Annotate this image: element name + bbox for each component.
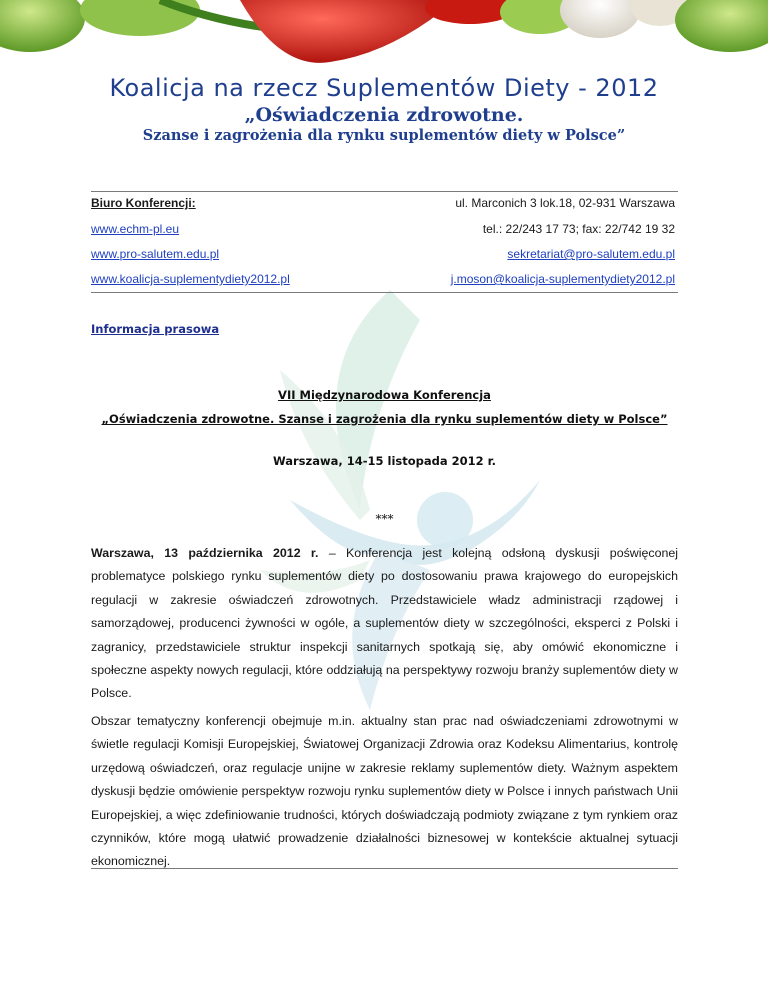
contact-top-rule <box>91 191 678 192</box>
email-moson[interactable]: j.moson@koalicja-suplementydiety2012.pl <box>450 272 675 286</box>
link-koalicja[interactable]: www.koalicja-suplementydiety2012.pl <box>91 272 290 286</box>
paragraph-1-lead: Warszawa, 13 października 2012 r. <box>91 546 319 560</box>
document-subtitle-1: „Oświadczenia zdrowotne. <box>244 104 524 126</box>
paragraph-1-text: – Konferencja jest kolejną odsłoną dyskusji poświęconej problematyce polskiego rynku suplementów diety po dostosowaniu prawa krajowego do europejskich regulacji w zakresie oświadczeń zdrowotnych. Przedstawiciele władz administracji rządowej i samorządowej, producenci żywności w ogóle, a suplementów diety w szczególności, eksperci z Polski i zagranicy, przedstawiciele struktur inspekcji sanitarnych spotkają się, aby omówić ekonomiczne i społeczne aspekty nowych regulacji, które oddziałują na perspektywy rozwoju branży suplementów diety w Polsce. <box>91 546 679 701</box>
section-separator: *** <box>375 512 394 526</box>
conference-date: Warszawa, 14-15 listopada 2012 r. <box>272 454 497 468</box>
body-bottom-rule <box>91 868 678 869</box>
office-label: Biuro Konferencji: <box>91 196 196 210</box>
document-title: Koalicja na rzecz Suplementów Diety - 2012 <box>109 74 659 102</box>
link-echm[interactable]: www.echm-pl.eu <box>91 222 180 236</box>
link-pro-salutem[interactable]: www.pro-salutem.edu.pl <box>91 247 220 261</box>
press-release-heading: Informacja prasowa <box>91 322 220 336</box>
office-phone: tel.: 22/243 17 73; fax: 22/742 19 32 <box>482 222 675 236</box>
office-address: ul. Marconich 3 lok.18, 02-931 Warszawa <box>455 196 675 210</box>
document-subtitle-2: Szanse i zagrożenia dla rynku suplementów diety w Polsce” <box>142 127 626 144</box>
paragraph-1 <box>91 542 678 706</box>
conference-theme: „Oświadczenia zdrowotne. Szanse i zagrożenia dla rynku suplementów diety w Polsce” <box>101 412 668 426</box>
paragraph-2: Obszar tematyczny konferencji obejmuje m.in. aktualny stan prac nad oświadczeniami zdrowotnymi w świetle regulacji Komisji Europejskiej, Światowej Organizacji Zdrowia oraz Kodeksu Alimentarius, kontrolę urzędową oświadczeń, oraz regulacje unijne w zakresie reklamy suplementów diety. Ważnym aspektem dyskusji będzie omówienie perspektyw rozwoju rynku suplementów diety w Polsce i innych państwach Unii Europejskiej, a więc zdefiniowanie trudności, których doświadczają podmioty związane z tym rynkiem oraz czynników, które mogą ułatwić prowadzenie działalności biznesowej w kontekście aktualnej sytuacji ekonomicznej. <box>91 714 678 869</box>
conference-name: VII Międzynarodowa Konferencja <box>278 388 491 402</box>
contact-bottom-rule <box>91 292 678 293</box>
email-sekretariat[interactable]: sekretariat@pro-salutem.edu.pl <box>507 247 675 261</box>
vegetables-banner <box>0 0 768 70</box>
